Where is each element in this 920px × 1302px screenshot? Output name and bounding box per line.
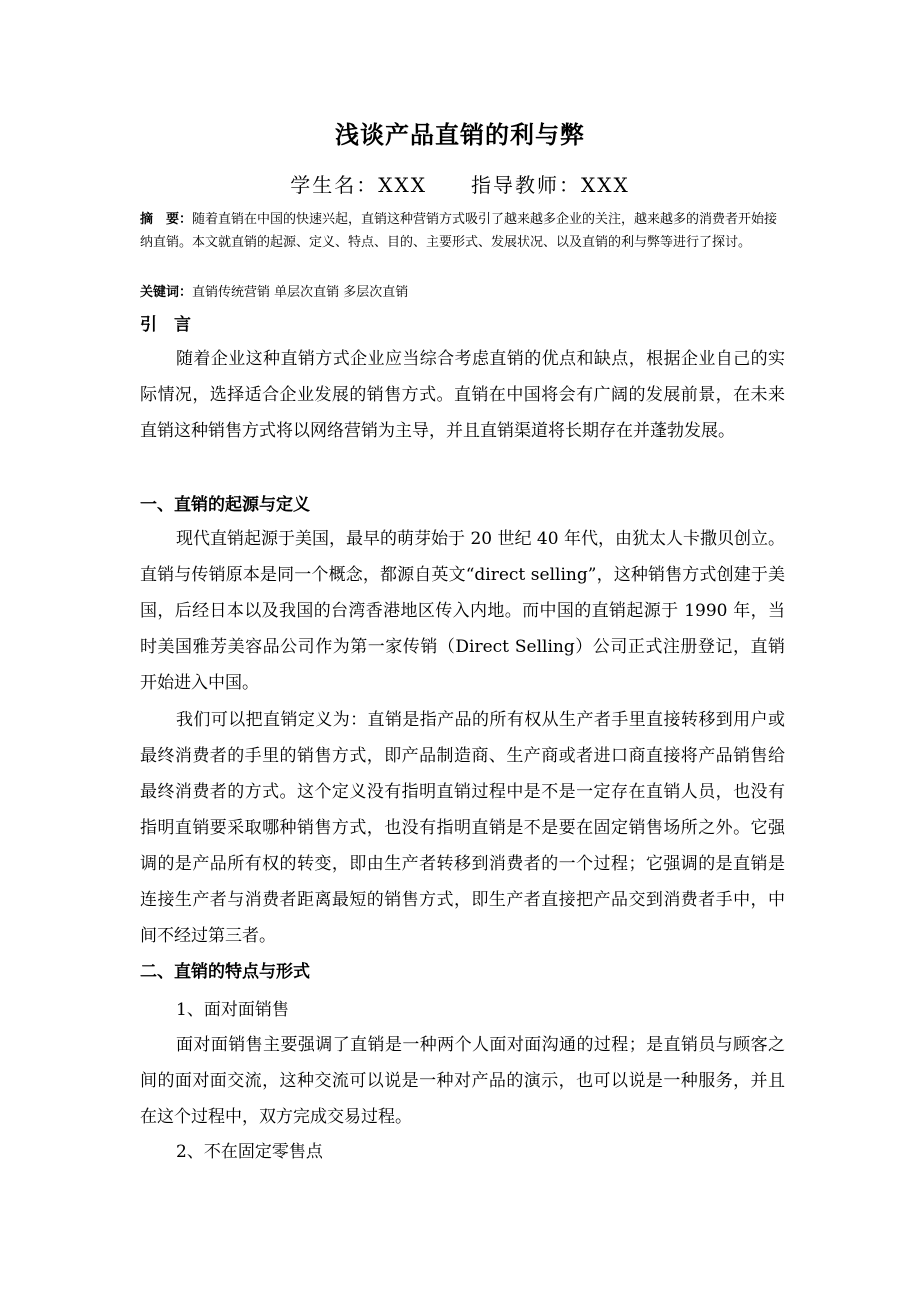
advisor-name: 指导教师：XXX	[471, 173, 630, 197]
section-2-heading: 二、直销的特点与形式	[140, 962, 310, 982]
student-name: 学生名：XXX	[290, 173, 427, 197]
section-2-subheading-1: 1、面对面销售	[176, 1000, 289, 1020]
section-2-paragraph-1: 面对面销售主要强调了直销是一种两个人面对面沟通的过程；是直销员与顾客之间的面对面交流，这种交流可以说是一种对产品的演示，也可以说是一种服务，并且在这个过程中，双方完成交易过程。	[140, 1035, 785, 1127]
abstract	[140, 208, 790, 254]
intro-heading: 引 言	[140, 315, 191, 335]
page-title: 浅谈产品直销的利与弊	[335, 121, 585, 149]
abstract-label: 摘 要：	[140, 212, 193, 227]
abstract-text: 随着直销在中国的快速兴起，直销这种营销方式吸引了越来越多企业的关注，越来越多的消费者开始接纳直销。本文就直销的起源、定义、特点、目的、主要形式、发展状况、以及直销的利与弊等进行了探讨。	[140, 212, 778, 250]
intro-paragraph: 随着企业这种直销方式企业应当综合考虑直销的优点和缺点，根据企业自己的实际情况，选择适合企业发展的销售方式。直销在中国将会有广阔的发展前景，在未来直销这种销售方式将以网络营销为主导，并且直销渠道将长期存在并蓬勃发展。	[140, 349, 785, 441]
section-1-heading: 一、直销的起源与定义	[140, 495, 310, 515]
author-line	[0, 170, 920, 200]
section-1-paragraph-1: 现代直销起源于美国，最早的萌芽始于 20 世纪 40 年代，由犹太人卡撒贝创立。直销与传销原本是同一个概念，都源自英文“direct selling”，这种销售方式创建于美国，后经日本以及我国的台湾香港地区传入内地。而中国的直销起源于 1990 年，当时美国雅芳美容品公司作为第一家传销（Direct Selling）公司正式注册登记，直销开始进入中国。	[140, 529, 785, 693]
section-1-paragraph-2: 我们可以把直销定义为：直销是指产品的所有权从生产者手里直接转移到用户或最终消费者的手里的销售方式，即产品制造商、生产商或者进口商直接将产品销售给最终消费者的方式。这个定义没有指明直销过程中是不是一定存在直销人员，也没有指明直销要采取哪种销售方式，也没有指明直销是不是要在固定销售场所之外。它强调的是产品所有权的转变，即由生产者转移到消费者的一个过程；它强调的是直销是连接生产者与消费者距离最短的销售方式，即生产者直接把产品交到消费者手中，中间不经过第三者。	[140, 710, 785, 946]
keywords-label: 关键词：	[140, 285, 193, 300]
section-2-subheading-2: 2、不在固定零售点	[176, 1142, 323, 1162]
keywords	[140, 282, 790, 304]
keywords-text: 直销传统营销 单层次直销 多层次直销	[192, 285, 409, 300]
